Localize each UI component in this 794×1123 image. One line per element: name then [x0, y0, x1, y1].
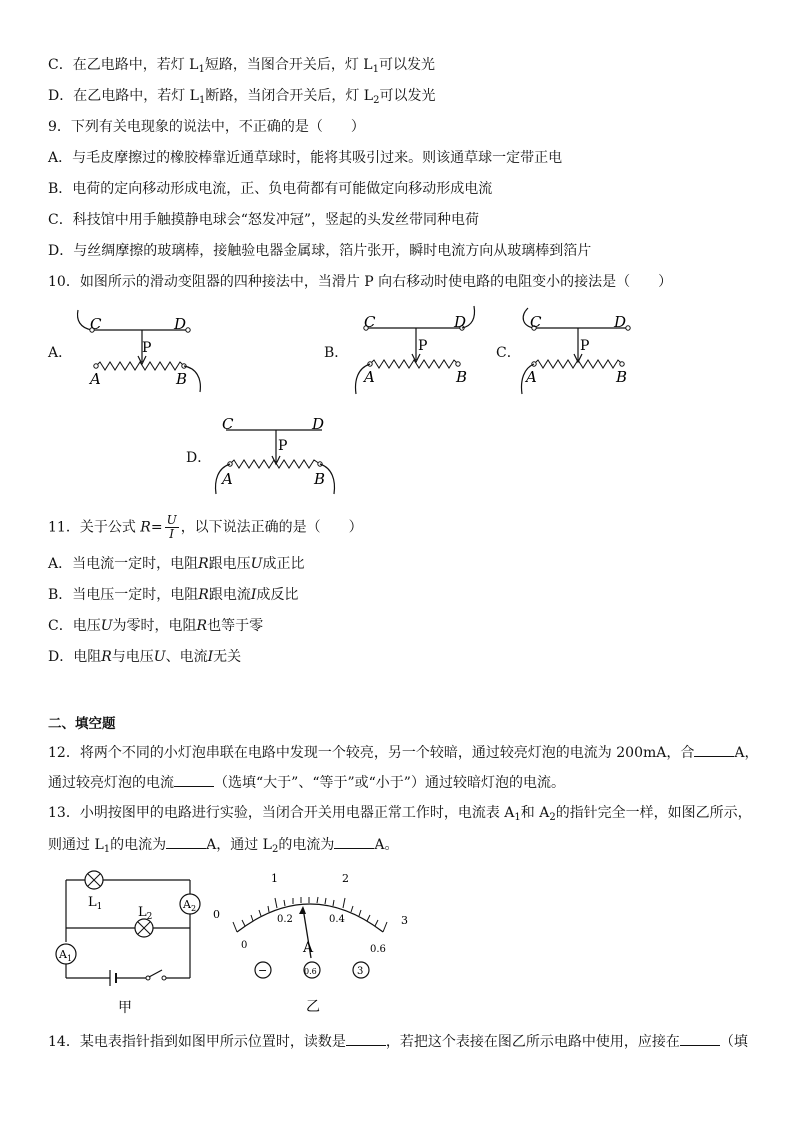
caption-jia: 甲	[118, 1000, 132, 1016]
q9-option-d: D．与丝绸摩擦的玻璃棒，接触验电器金属球，箔片张开，瞬时电流方向从玻璃棒到箔片	[48, 243, 592, 259]
q10-label-b: B．	[324, 345, 349, 361]
lower-tick-06: 0.6	[370, 944, 386, 955]
svg-text:A: A	[183, 898, 191, 911]
terminal-c: C	[530, 313, 542, 331]
q10-label-d: D．	[186, 450, 212, 466]
upper-tick-2: 2	[342, 872, 349, 885]
circuit-figure-jia	[48, 866, 208, 1021]
ammeter-figure-yi	[205, 866, 425, 1021]
q11-option-c: C．电压U为零时，电阻R也等于零	[48, 618, 264, 634]
slider-p: P	[142, 340, 152, 356]
q9-option-c: C．科技馆中用手触摸静电球会“怒发冲冠”，竖起的头发丝带同种电荷	[48, 212, 480, 228]
q9-option-a: A．与毛皮摩擦过的橡胶棒靠近通草球时，能将其吸引过来。则该通草球一定带正电	[48, 150, 563, 166]
label-l2: $L_2$	[138, 905, 153, 922]
lower-tick-0: 0	[241, 940, 248, 951]
terminal-d: D	[614, 313, 627, 331]
q14-line: 14．某电表指针指到如图甲所示位置时，读数是 ，若把这个表接在图乙所示电路中使用，应接在 （填	[48, 1034, 748, 1050]
svg-text:−: −	[258, 964, 268, 977]
q12-blank-2[interactable]	[174, 773, 214, 787]
lower-tick-04: 0.4	[329, 914, 345, 925]
q9-stem: 9．下列有关电现象的说法中，不正确的是（ ）	[48, 119, 365, 135]
terminal-a: A	[526, 368, 537, 386]
upper-tick-1: 1	[271, 872, 278, 885]
upper-tick-3: 3	[401, 914, 408, 927]
q9-option-b: B．电荷的定向移动形成电流，正、负电荷都有可能做定向移动形成电流	[48, 181, 493, 197]
q11-option-d: D．电阻R与电压U、电流I无关	[48, 649, 242, 665]
q12-line2: 通过较亮灯泡的电流 （选填“大于”、“等于”或“小于”）通过较暗灯泡的电流。	[48, 775, 565, 791]
terminal-d: D	[312, 415, 325, 433]
section-heading: 二、填空题	[48, 716, 116, 732]
svg-text:A: A	[59, 948, 67, 961]
unit-label: A	[303, 940, 314, 956]
svg-text:0.6: 0.6	[304, 967, 317, 976]
q13-line2: 则通过 $L_1$的电流为 A，通过 $L_2$的电流为 A。	[48, 837, 399, 855]
terminal-a: A	[364, 368, 375, 386]
terminal-a: A	[222, 470, 233, 488]
upper-tick-0: 0	[213, 908, 220, 921]
q13-blank-2[interactable]	[334, 835, 374, 849]
terminal-c: C	[90, 315, 102, 333]
scale-arc	[237, 904, 383, 932]
q12-line1: 12．将两个不同的小灯泡串联在电路中发现一个较亮，另一个较暗，通过较亮灯泡的电流为 200mA，合 A，	[48, 745, 759, 761]
caption-yi: 乙	[306, 999, 320, 1015]
terminal-d: D	[454, 313, 467, 331]
formula-fraction: $\frac{U}{I}$	[166, 513, 177, 541]
q14-blank-2[interactable]	[680, 1032, 720, 1046]
q12-blank-1[interactable]	[694, 743, 734, 757]
terminal-b: B	[456, 368, 468, 386]
rheostat-figure-b	[350, 304, 490, 396]
terminal-a: A	[90, 370, 101, 388]
q10-label-c: C．	[496, 345, 521, 361]
q13-line1: 13．小明按图甲的电路进行实验，当闭合开关用电器正常工作时，电流表 $A_1$和 $A_2$的指针完全一样，如图乙所示，	[48, 805, 752, 823]
rheostat-figure-c	[516, 304, 646, 396]
slider-p: P	[580, 338, 590, 354]
q14-blank-1[interactable]	[346, 1032, 386, 1046]
svg-text:1: 1	[67, 954, 73, 963]
slider-p: P	[278, 438, 288, 454]
q10-stem: 10．如图所示的滑动变阻器的四种接法中，当滑片 P 向右移动时使电路的电阻变小的接法是（ ）	[48, 274, 673, 290]
svg-text:3: 3	[357, 966, 364, 977]
slider-p: P	[418, 338, 428, 354]
terminal-c: C	[222, 415, 234, 433]
q11-option-a: A．当电流一定时，电阻R跟电压U成正比	[48, 556, 305, 572]
svg-text:2: 2	[191, 904, 197, 913]
q10-label-a: A．	[48, 345, 73, 361]
rheostat-figure-a	[72, 306, 212, 394]
q13-blank-1[interactable]	[166, 835, 206, 849]
label-l1: $L_1$	[88, 895, 103, 912]
lower-tick-02: 0.2	[277, 914, 293, 925]
q11-option-b: B．当电压一定时，电阻R跟电流I成反比	[48, 587, 299, 603]
rheostat-figure-d	[210, 410, 350, 498]
terminal-d: D	[174, 315, 187, 333]
terminal-b: B	[314, 470, 326, 488]
terminal-b: B	[616, 368, 628, 386]
terminal-b: B	[176, 370, 188, 388]
q8-option-d: D．在乙电路中，若灯 $L_1$断路，当闭合开关后，灯 $L_2$可以发光	[48, 88, 436, 106]
terminal-c: C	[364, 313, 376, 331]
q11-stem: 11．关于公式 R= $\frac{U}{I}$ ，以下说法正确的是（ ）	[48, 513, 363, 541]
q8-option-c: C．在乙电路中，若灯 $L_1$短路，当图合开关后，灯 $L_1$可以发光	[48, 57, 435, 75]
